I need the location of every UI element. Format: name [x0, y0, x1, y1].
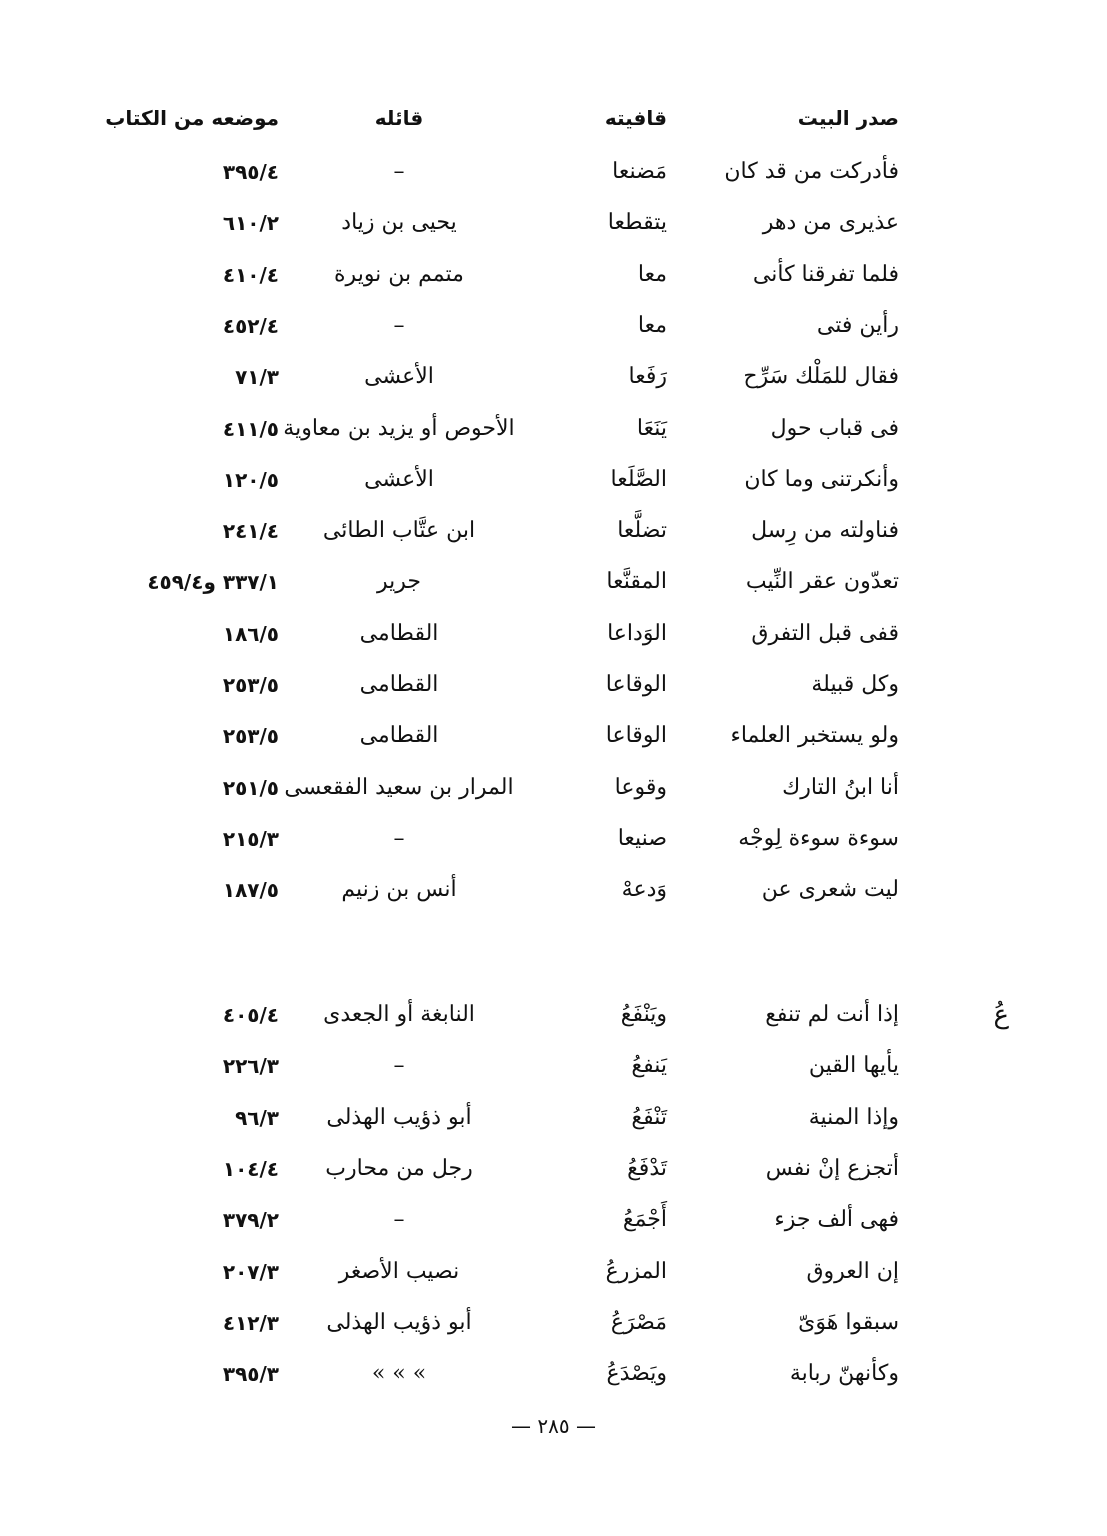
verse-rhyme: يَنفعُ	[631, 1053, 667, 1079]
verse-opening: عذيرى من دهر	[762, 210, 899, 236]
verse-opening: رأين فتى	[816, 312, 899, 338]
verse-poet: –	[393, 1053, 405, 1079]
verse-opening: أنا ابنُ التارك	[782, 774, 899, 800]
verse-location: ٤٥٢/٤	[222, 313, 279, 338]
header-qafia: قافيته	[604, 106, 667, 130]
verse-opening: وأنكرتنى وما كان	[744, 466, 899, 492]
verse-poet: –	[393, 159, 405, 184]
table-row	[0, 255, 1107, 295]
verse-poet: رجل من محارب	[325, 1155, 473, 1181]
verse-location: ٩٦/٣	[235, 1105, 279, 1130]
verse-rhyme: معا	[637, 312, 667, 338]
verse-rhyme: رَفَعا	[628, 364, 667, 390]
verse-rhyme: وقوعا	[614, 774, 667, 800]
table-row	[0, 357, 1107, 397]
table-row	[0, 1252, 1107, 1292]
verse-location: ٣٣٧/١ و٤٥٩/٤	[147, 570, 279, 595]
verse-rhyme: صنيعا	[617, 825, 667, 851]
verse-poet: –	[393, 825, 405, 851]
verse-poet: المرار بن سعيد الفقعسى	[284, 774, 514, 800]
table-header	[0, 98, 1107, 138]
verse-rhyme: المقنَّعا	[606, 569, 667, 595]
verse-opening: فناولته من رِسل	[751, 518, 899, 544]
verse-rhyme: يَنَعَا	[636, 415, 667, 441]
verse-rhyme: ويَنْفَعُ	[620, 1002, 667, 1027]
table-row	[0, 995, 1107, 1035]
table-row	[0, 716, 1107, 756]
verse-location: ٣٧٩/٢	[222, 1208, 279, 1233]
verse-opening: فقال للمَلْك سَرِّح	[743, 364, 899, 390]
verse-rhyme: الوقاعا	[605, 723, 667, 749]
verse-location: ٧١/٣	[235, 365, 279, 390]
verse-opening: إذا أنت لم تنفع	[765, 1002, 899, 1027]
verse-location: ٣٩٥/٤	[222, 160, 279, 184]
verse-poet: نصيب الأصغر	[338, 1258, 460, 1284]
verse-poet: أنس بن زنيم	[341, 877, 457, 903]
table-row	[0, 460, 1107, 500]
verse-location: ٢٥٣/٥	[222, 673, 279, 697]
verse-location: ٢٢٦/٣	[222, 1054, 279, 1079]
table-row	[0, 768, 1107, 808]
verse-poet: –	[393, 312, 405, 338]
verse-rhyme: ويَصْدَعُ	[606, 1361, 667, 1387]
verse-opening: أتجزع إنْ نفس	[765, 1155, 899, 1181]
verse-location: ٢٠٧/٣	[222, 1259, 279, 1284]
verse-opening: فأدركت من قد كان	[724, 159, 899, 184]
verse-rhyme: مَضنعا	[612, 159, 667, 184]
verse-poet: الأعشى	[364, 466, 434, 492]
table-row	[0, 614, 1107, 654]
verse-rhyme: الوقاعا	[605, 672, 667, 697]
verse-opening: ليت شعرى عن	[761, 877, 899, 903]
table-row	[0, 819, 1107, 859]
verse-rhyme: تضلَّعا	[617, 518, 667, 544]
verse-location: ٢١٥/٣	[222, 826, 279, 851]
verse-location: ٢٥١/٥	[222, 775, 279, 800]
verse-rhyme: مَصْرَعُ	[610, 1309, 667, 1335]
verse-opening: يأيها القين	[808, 1053, 899, 1079]
verse-rhyme: معا	[637, 261, 667, 287]
verse-rhyme: يتقطعا	[607, 210, 667, 236]
rhyme-letter: عُ	[993, 1000, 1009, 1030]
verse-opening: سوءة سوءة لِوجْه	[738, 825, 899, 851]
header-qail: قائله	[374, 106, 424, 130]
table-row	[0, 203, 1107, 243]
verse-opening: وإذا المنية	[808, 1104, 899, 1130]
verse-poet: الأحوص أو يزيد بن معاوية	[283, 415, 515, 441]
table-row	[0, 511, 1107, 551]
verse-rhyme: الصَّلَعا	[610, 466, 667, 492]
verse-poet: ابن عتَّاب الطائى	[322, 518, 476, 544]
verse-opening: وكل قبيلة	[811, 672, 899, 697]
verse-location: ٤١١/٥	[222, 416, 279, 441]
verse-poet: القطامى	[359, 672, 439, 697]
verse-rhyme: المزرعُ	[605, 1258, 667, 1284]
verse-location: ٢٥٣/٥	[222, 724, 279, 749]
verse-rhyme: الوَداعا	[607, 620, 667, 646]
verse-opening: سبقوا هَوَىّ	[798, 1309, 899, 1335]
table-row	[0, 1046, 1107, 1086]
verse-rhyme: وَدعهْ	[621, 877, 667, 903]
verse-location: ٣٩٥/٣	[222, 1362, 279, 1387]
verse-location: ١٢٠/٥	[222, 467, 279, 492]
verse-location: ١٨٧/٥	[222, 878, 279, 903]
verse-opening: فلما تفرقنا كأنى	[752, 261, 899, 287]
verse-location: ٤٠٥/٤	[222, 1003, 279, 1027]
verse-poet: النابغة أو الجعدى	[323, 1002, 475, 1027]
verse-poet: يحيى بن زياد	[341, 210, 457, 236]
verse-location: ١٠٤/٤	[222, 1156, 279, 1181]
verse-location: ٢٤١/٤	[222, 519, 279, 544]
verse-opening: فهى ألف جزء	[774, 1207, 899, 1233]
table-row	[0, 1200, 1107, 1240]
table-row	[0, 870, 1107, 910]
page-number: — ٢٨٥ —	[511, 1414, 596, 1438]
table-row	[0, 1303, 1107, 1343]
table-row	[0, 1098, 1107, 1138]
verse-poet: أبو ذؤيب الهذلى	[326, 1104, 472, 1130]
header-sadr: صدر البيت	[797, 106, 899, 130]
verse-opening: قفى قبل التفرق	[751, 620, 899, 646]
verse-poet: جرير	[377, 569, 421, 595]
table-row	[0, 1149, 1107, 1189]
verse-opening: وكأنهنّ ربابة	[789, 1361, 899, 1387]
table-row	[0, 1354, 1107, 1394]
verse-location: ١٨٦/٥	[222, 621, 279, 646]
table-row	[0, 152, 1107, 192]
verse-location: ٦١٠/٢	[222, 211, 279, 236]
verse-poet: الأعشى	[364, 364, 434, 390]
header-mawdi: موضعه من الكتاب	[105, 106, 279, 130]
verse-location: ٤١٢/٣	[222, 1310, 279, 1335]
verse-location: ٤١٠/٤	[222, 262, 279, 287]
table-row	[0, 306, 1107, 346]
verse-rhyme: أَجْمَعُ	[622, 1207, 667, 1233]
verse-poet: –	[393, 1207, 405, 1233]
table-row	[0, 562, 1107, 602]
verse-poet: أبو ذؤيب الهذلى	[326, 1309, 472, 1335]
verse-poet: القطامى	[359, 723, 439, 749]
table-row	[0, 665, 1107, 705]
verse-opening: فى قباب حول	[770, 415, 899, 441]
verse-opening: ولو يستخبر العلماء	[730, 723, 899, 749]
verse-opening: تعدّون عقر النِّيب	[745, 569, 899, 595]
table-row	[0, 409, 1107, 449]
verse-poet: » » »	[371, 1361, 427, 1387]
verse-opening: إن العروق	[806, 1258, 899, 1284]
verse-poet: القطامى	[359, 620, 439, 646]
verse-rhyme: تَدْفَعُ	[627, 1155, 667, 1181]
verse-poet: متمم بن نويرة	[334, 261, 464, 287]
verse-rhyme: تَنْفَعُ	[631, 1104, 667, 1130]
